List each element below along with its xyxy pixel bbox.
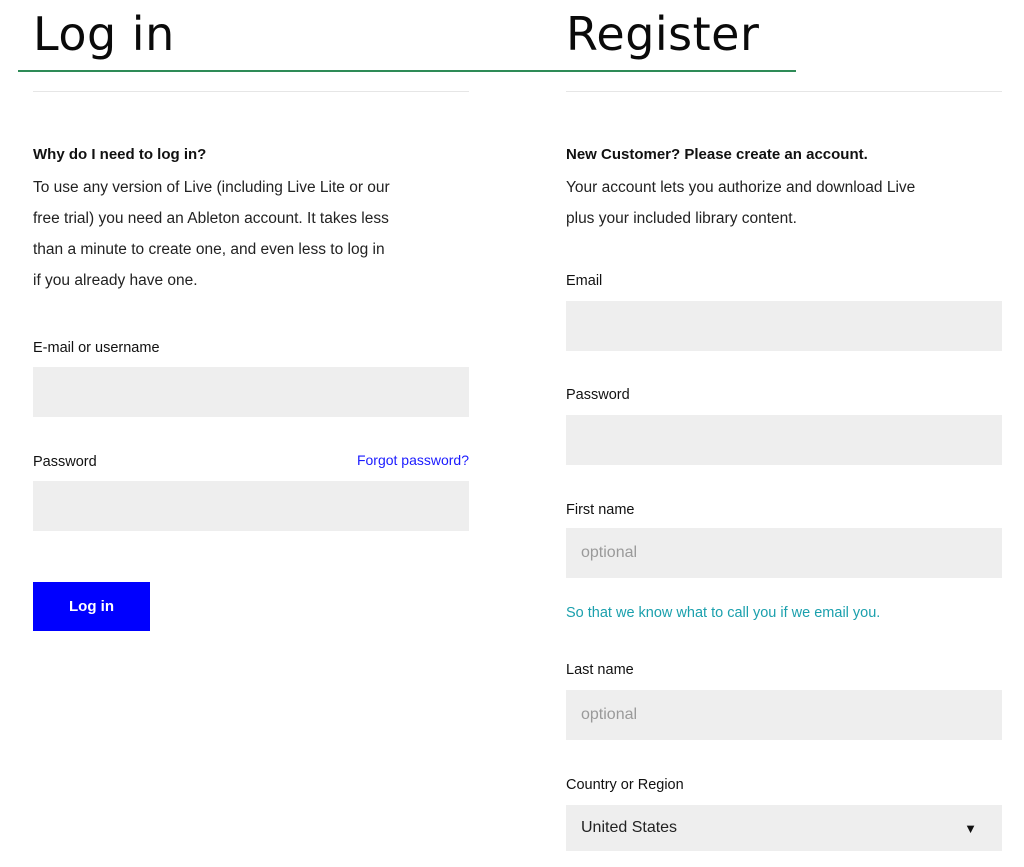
- login-button[interactable]: Log in: [33, 582, 150, 631]
- login-title: Log in: [33, 7, 175, 61]
- register-password-input[interactable]: [566, 415, 1002, 465]
- first-name-input[interactable]: [566, 528, 1002, 578]
- register-divider: [566, 91, 1002, 92]
- login-why-line: than a minute to create one, and even less to log in: [33, 241, 385, 258]
- forgot-password-link[interactable]: Forgot password?: [356, 452, 469, 468]
- register-heading: New Customer? Please create an account.: [566, 146, 868, 163]
- register-password-label: Password: [566, 387, 630, 403]
- last-name-input[interactable]: [566, 690, 1002, 740]
- country-selected-value: United States: [581, 819, 678, 836]
- last-name-label: Last name: [566, 662, 634, 678]
- username-input[interactable]: [33, 367, 469, 417]
- country-label: Country or Region: [566, 777, 684, 793]
- register-intro-line: Your account lets you authorize and download Live: [566, 179, 916, 196]
- register-email-label: Email: [566, 273, 603, 289]
- register-intro-line: plus your included library content.: [566, 210, 797, 227]
- login-why-line: if you already have one.: [33, 272, 198, 289]
- caret-down-icon: ▼: [964, 820, 977, 836]
- country-select[interactable]: [566, 805, 1002, 851]
- first-name-label: First name: [566, 502, 635, 518]
- login-why-heading: Why do I need to log in?: [33, 146, 207, 163]
- title-underline: [18, 70, 796, 72]
- register-title: Register: [566, 7, 760, 61]
- register-intro-text: [566, 172, 1016, 234]
- login-password-input[interactable]: [33, 481, 469, 531]
- login-divider: [33, 91, 469, 92]
- login-password-label: Password: [33, 454, 97, 470]
- username-label: E-mail or username: [33, 340, 160, 356]
- login-why-line: free trial) you need an Ableton account. It takes less: [33, 210, 389, 227]
- login-why-line: To use any version of Live (including Live Lite or our: [33, 179, 390, 196]
- first-name-hint: So that we know what to call you if we email you.: [566, 605, 881, 621]
- login-why-text: [33, 172, 483, 296]
- register-email-input[interactable]: [566, 301, 1002, 351]
